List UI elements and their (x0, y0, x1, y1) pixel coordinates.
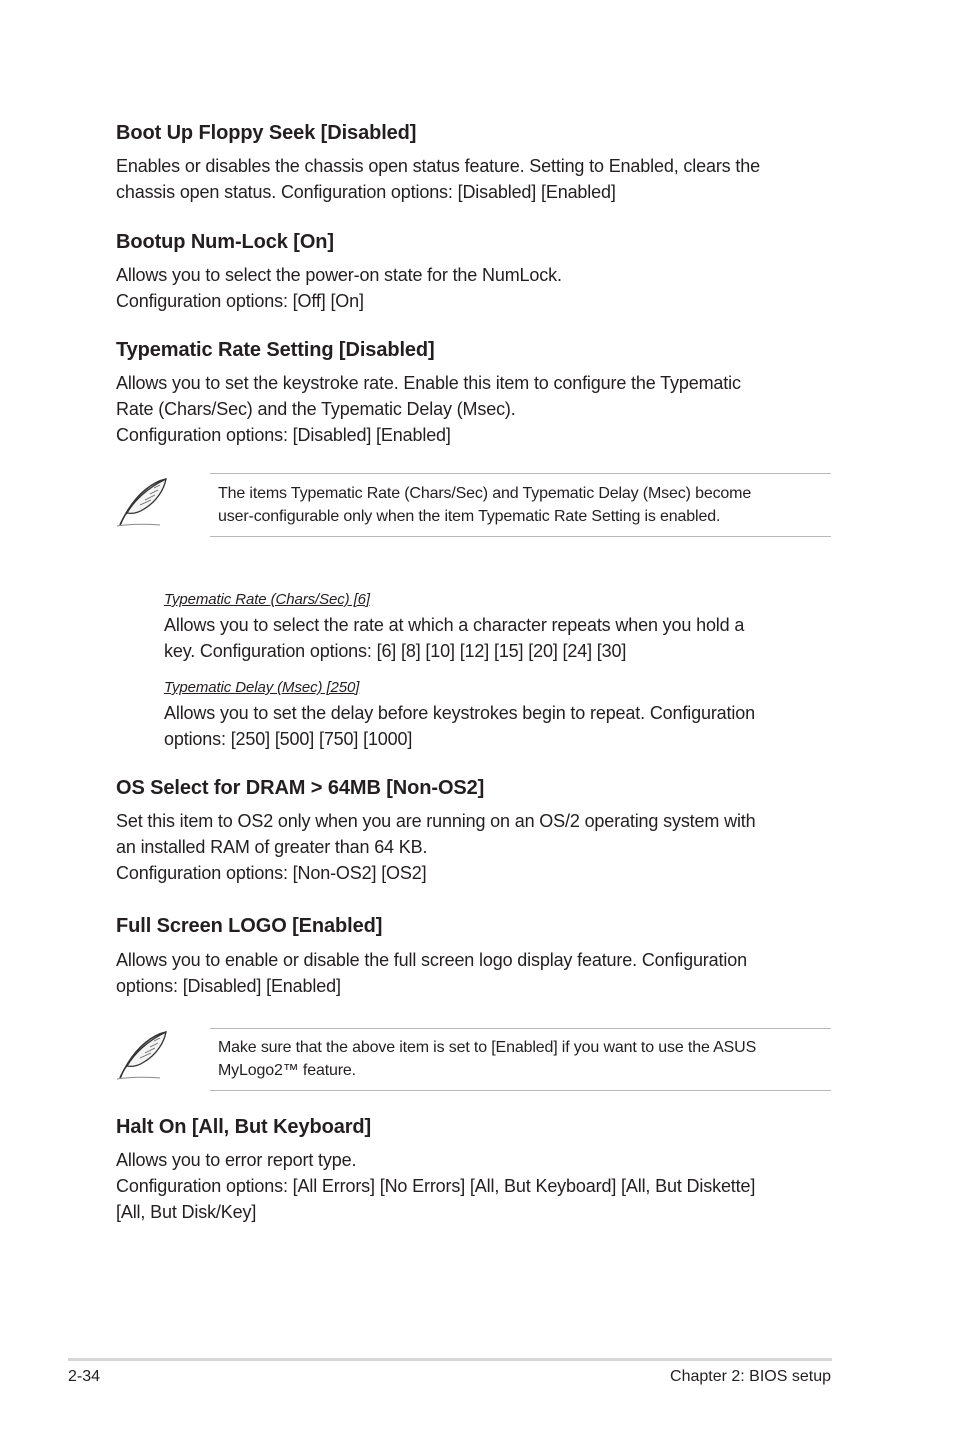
body-line: [All, But Disk/Key] (116, 1202, 257, 1222)
feather-pen-icon (114, 1029, 170, 1083)
footer-rule (68, 1358, 832, 1361)
body-line: key. Configuration options: [6] [8] [10] [12] [15] [20] [24] [30] (164, 641, 627, 661)
section-heading-os-select: OS Select for DRAM > 64MB [Non-OS2] (116, 777, 485, 799)
note-bottom-rule (210, 536, 831, 537)
section-heading-typematic-rate-setting: Typematic Rate Setting [Disabled] (116, 339, 435, 361)
subitem-body-typematic-rate (164, 612, 744, 664)
body-line: Configuration options: [All Errors] [No Errors] [All, But Keyboard] [All, But Diskette] (116, 1176, 756, 1196)
note-line: MyLogo2™ feature. (218, 1062, 356, 1079)
note-bottom-rule (210, 1090, 831, 1091)
section-body-os-select (116, 808, 846, 886)
note-line: Make sure that the above item is set to [Enabled] if you want to use the ASUS (218, 1039, 757, 1056)
section-body-full-screen-logo (116, 947, 846, 999)
body-line: options: [250] [500] [750] [1000] (164, 729, 413, 749)
subitem-title-typematic-rate: Typematic Rate (Chars/Sec) [6] (164, 591, 370, 608)
body-line: Configuration options: [Disabled] [Enabled] (116, 425, 451, 445)
section-heading-boot-up-floppy-seek: Boot Up Floppy Seek [Disabled] (116, 122, 417, 144)
section-body-bootup-num-lock (116, 262, 846, 314)
body-line: an installed RAM of greater than 64 KB. (116, 837, 428, 857)
body-line: options: [Disabled] [Enabled] (116, 976, 341, 996)
body-line: Rate (Chars/Sec) and the Typematic Delay (Msec). (116, 399, 516, 419)
note-top-rule (210, 1028, 831, 1029)
body-line: Allows you to select the power-on state for the NumLock. (116, 265, 562, 285)
body-line: Allows you to select the rate at which a character repeats when you hold a (164, 615, 745, 635)
note-text (218, 1036, 828, 1082)
note-line: user-configurable only when the item Typematic Rate Setting is enabled. (218, 508, 721, 525)
section-body-halt-on (116, 1147, 846, 1225)
body-line: chassis open status. Configuration options: [Disabled] [Enabled] (116, 182, 616, 202)
body-line: Configuration options: [Non-OS2] [OS2] (116, 863, 427, 883)
body-line: Allows you to set the keystroke rate. Enable this item to configure the Typematic (116, 373, 741, 393)
body-line: Set this item to OS2 only when you are running on an OS/2 operating system with (116, 811, 756, 831)
body-line: Enables or disables the chassis open status feature. Setting to Enabled, clears the (116, 156, 760, 176)
note-top-rule (210, 473, 831, 474)
section-body-typematic-rate-setting (116, 370, 846, 448)
body-line: Configuration options: [Off] [On] (116, 291, 364, 311)
section-heading-bootup-num-lock: Bootup Num-Lock [On] (116, 231, 334, 253)
feather-pen-icon (114, 476, 170, 530)
section-heading-halt-on: Halt On [All, But Keyboard] (116, 1116, 372, 1138)
body-line: Allows you to set the delay before keystrokes begin to repeat. Configuration (164, 703, 755, 723)
body-line: Allows you to error report type. (116, 1150, 357, 1170)
subitem-title-typematic-delay: Typematic Delay (Msec) [250] (164, 679, 360, 696)
chapter-title: Chapter 2: BIOS setup (670, 1368, 831, 1385)
section-body-boot-up-floppy-seek (116, 153, 846, 205)
section-heading-full-screen-logo: Full Screen LOGO [Enabled] (116, 915, 383, 937)
page-number: 2-34 (68, 1368, 101, 1385)
note-text (218, 482, 828, 528)
body-line: Allows you to enable or disable the full screen logo display feature. Configuration (116, 950, 747, 970)
note-line: The items Typematic Rate (Chars/Sec) and Typematic Delay (Msec) become (218, 485, 752, 502)
subitem-body-typematic-delay (164, 700, 755, 752)
